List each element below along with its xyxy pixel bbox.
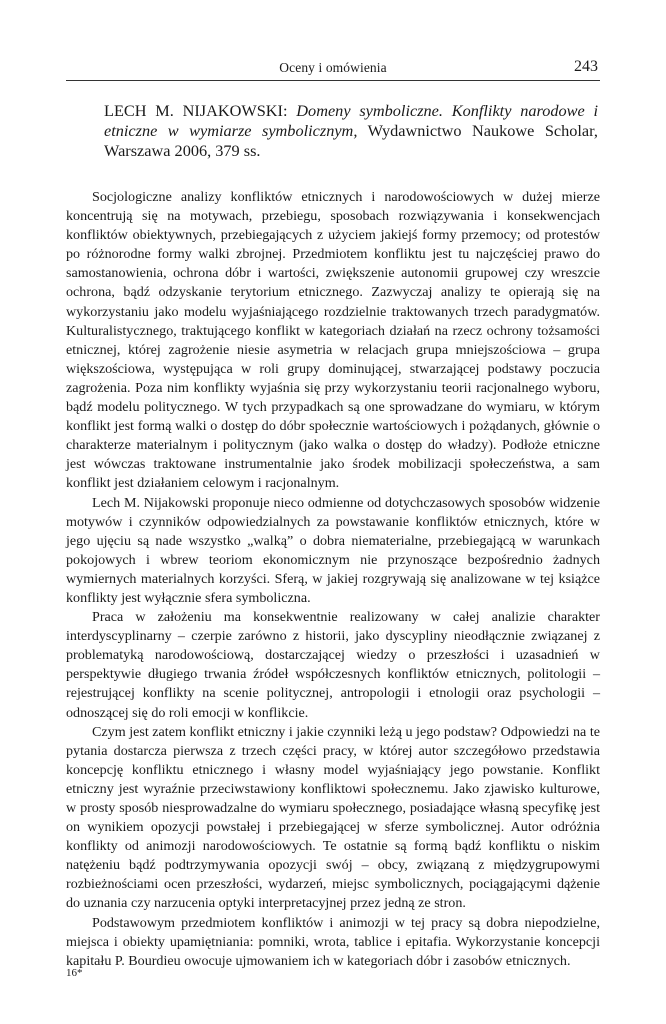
body-paragraph: Socjologiczne analizy konfliktów etnicznych i narodowościowych w dużej mierze koncentrują się na motywach, przebiegu, sposobach rozwiązywania i konsekwencjach konfliktów obiektywnych, przebiegających z użyciem jakiejś formy przemocy; od protestów po różnorodne formy walki zbrojnej. Przedmiotem konfliktu jest tu najczęściej prawo do samostanowienia, ochrona dóbr i wartości, zwiększenie autonomii grupowej czy wreszcie ochrona, bądź odzyskanie terytorium etnicznego. Zazwyczaj analizy te opierają się na wykorzystaniu jako modelu wyjaśniającego rozdzielnie traktowanych trzech paradygmatów. Kulturalistycznego, traktującego konflikt w kategoriach działań na rzecz ochrony tożsamości etnicznej, której zagrożenie niesie asymetria w relacjach grupa mniejszościowa – grupa większościowa, występująca w roli grupy dominującej, stwarzającej podstawy poczucia zagrożenia. Poza nim konflikty wyjaśnia się przy wykorzystaniu teorii racjonalnego wyboru, bądź modelu politycznego. W tych przypadkach są one sprowadzane do wymiaru, w którym konflikt jest formą walki o dostęp do dóbr społecznie wartościowych i pożądanych, głównie o charakterze materialnym i politycznym (jako walka o dostęp do władzy). Podłoże etniczne jest wówczas traktowane instrumentalnie jako środek mobilizacji społeczeństwa, a sam konflikt jest działaniem celowym i racjonalnym.: [66, 189, 600, 492]
review-heading: [104, 101, 598, 161]
body-paragraph: Lech M. Nijakowski proponuje nieco odmienne od dotychczasowych sposobów widzenie motywów i czynników odpowiedzialnych za powstawanie konfliktów etnicznych, które w jego ujęciu są nade wszystko „walką” o dobra niematerialne, przebiegającą w warunkach pokojowych i wbrew teoriom ekonomicznym nie przynoszące bezpośrednio żadnych wymiernych materialnych korzyści. Sferą, w jakiej rozgrywają się analizowane w tej książce konflikty jest wyłącznie sfera symboliczna.: [66, 494, 600, 606]
header-rule: [66, 80, 600, 81]
running-header: [66, 58, 600, 80]
review-publisher: Wydawnictwo Naukowe Scholar, Warszawa 2006, 379 ss.: [104, 121, 598, 160]
review-book-title: Domeny symboliczne. Konflikty narodowe i etniczne w wymiarze symbolicznym,: [104, 101, 599, 140]
body-paragraph: Czym jest zatem konflikt etniczny i jakie czynniki leżą u jego podstaw? Odpowiedzi na te pytania dostarcza pierwsza z trzech części pracy, w której autor szczegółowo przedstawia koncepcję konfliktu etnicznego i własny model wyjaśniający jego powstanie. Konflikt etniczny jest wyraźnie przeciwstawiony konfliktowi społecznemu. Jako zjawisko kulturowe, w prosty sposób niesprowadzalne do wymiaru społecznego, posiadające własną specyfikę jest on wynikiem opozycji powstałej i przebiegającej w sferze symbolicznej. Autor odróżnia konflikty od animozji narodowościowych. Te ostatnie są formą bądź konfliktu o niskim natężeniu bądź podtrzymywania opozycji swój – obcy, związaną z międzygrupowymi rozbieżnościami ocen przeszłości, wydarzeń, miejsc symbolicznych, pociągającymi dążenie do uznania czy narzucenia optyki interpretacyjnej przez jedną ze stron.: [66, 723, 600, 912]
printer-signature-mark: 16*: [66, 967, 83, 979]
page-number: 243: [574, 58, 598, 75]
running-title: Oceny i omówienia: [279, 60, 387, 75]
body-paragraph: Podstawowym przedmiotem konfliktów i animozji w tej pracy są dobra niepodzielne, miejsca i obiekty upamiętniania: pomniki, wrota, tablice i epitafia. Wykorzystanie koncepcji kapitału P. Bourdieu owocuje ujmowaniem ich w kategoriach dóbr i zasobów etnicznych.: [66, 914, 600, 969]
review-author: LECH M. NIJAKOWSKI:: [104, 101, 288, 120]
review-body: [66, 188, 600, 971]
body-paragraph: Praca w założeniu ma konsekwentnie realizowany w całej analizie charakter interdyscyplinarny – czerpie zarówno z historii, jako dyscypliny nieodłącznie związanej z problematyką narodowościową, dostarczającej wiedzy o przeszłości i uzasadnień w perspektywie długiego trwania źródeł współczesnych konfliktów etnicznych, politologii – rejestrującej konflikty na scenie politycznej, antropologii i etnologii oraz psychologii – odnoszącej się do roli emocji w konflikcie.: [66, 609, 600, 721]
